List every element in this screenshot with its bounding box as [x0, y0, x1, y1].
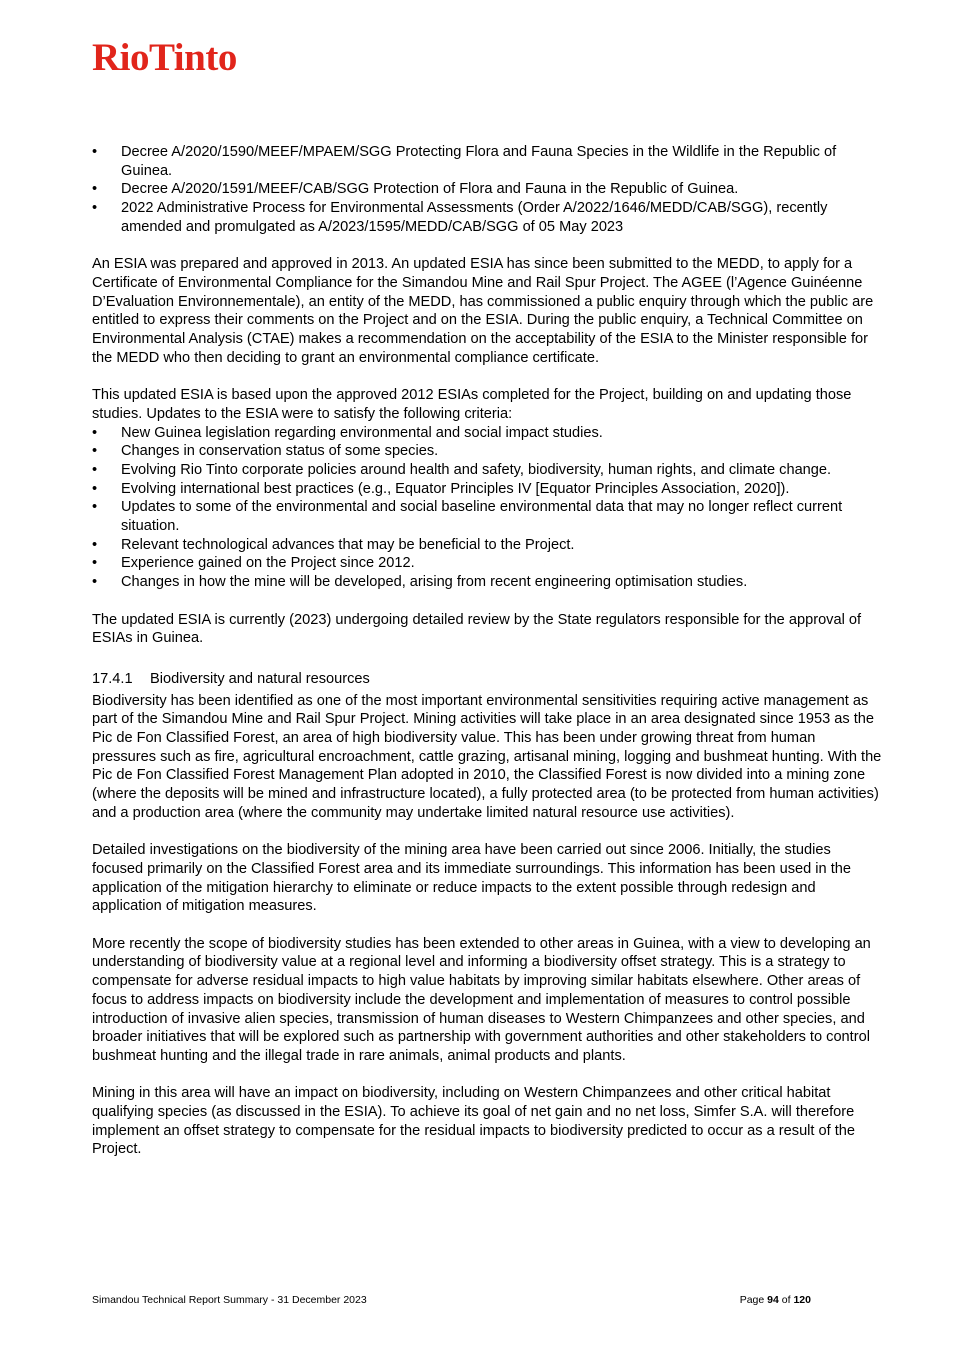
list-item: • Evolving Rio Tinto corporate policies around health and safety, biodiversity, human rights, and climate change.: [92, 461, 882, 480]
paragraph: An ESIA was prepared and approved in 2013. An updated ESIA has since been submitted to the MEDD, to apply for a Certificate of Environmental Compliance for the Simandou Mine and Rail Spur Project. The AGEE (l’Agence Guinéenne D’Evaluation Environnementale), an entity of the MEDD, has commissioned a public enquiry through which the public are entitled to express their comments on the Project and on the ESIA. During the public enquiry, a Technical Committee on Environmental Analysis (CTAE) makes a recommendation on the acceptability of the ESIA to the Minister responsible for the MEDD who then deciding to grant an environmental compliance certificate.: [92, 256, 874, 366]
list-item: • 2022 Administrative Process for Environmental Assessments (Order A/2022/1646/MEDD/CAB/SGG), recently amended and promulgated as A/2023/1595/MEDD/CAB/SGG of 05 May 2023: [92, 199, 882, 236]
list-item: • Updates to some of the environmental and social baseline environmental data that may no longer reflect current situation.: [92, 498, 882, 535]
criteria-list: [92, 424, 882, 592]
decree-list: [92, 143, 882, 237]
paragraph: Mining in this area will have an impact on biodiversity, including on Western Chimpanzees and other critical habitat qualifying species (as discussed in the ESIA). To achieve its goal of net gain and no net loss, Simfer S.A. will therefore implement an offset strategy to compensate for the residual impacts to biodiversity predicted to occur as a result of the Project.: [92, 1085, 856, 1158]
section-heading: [92, 670, 882, 689]
list-item: • Evolving international best practices (e.g., Equator Principles IV [Equator Principles Association, 2020]).: [92, 480, 882, 499]
page-indicator: [740, 1294, 811, 1306]
list-item: • Decree A/2020/1590/MEEF/MPAEM/SGG Protecting Flora and Fauna Species in the Wildlife in the Republic of Guinea.: [92, 143, 882, 180]
page-number: 94: [767, 1294, 779, 1306]
paragraph: The updated ESIA is currently (2023) undergoing detailed review by the State regulators responsible for the approval of ESIAs in Guinea.: [92, 611, 862, 647]
document-body: [92, 143, 882, 1159]
rio-tinto-logo: RioTinto: [92, 36, 237, 79]
page-total: 120: [793, 1294, 811, 1306]
paragraph: This updated ESIA is based upon the approved 2012 ESIAs completed for the Project, building on and updating those studies. Updates to the ESIA were to satisfy the following criteria:: [92, 387, 852, 422]
paragraph: Detailed investigations on the biodiversity of the mining area have been carried out since 2006. Initially, the studies focused primarily on the Classified Forest area and its immediate surroundings. This information has been used in the application of the mitigation hierarchy to eliminate or reduce impacts to the extent possible through redesign and application of mitigation measures.: [92, 842, 851, 915]
page-of: of: [781, 1294, 791, 1306]
list-item: • Relevant technological advances that may be beneficial to the Project.: [92, 536, 882, 555]
list-item: • Experience gained on the Project since 2012.: [92, 554, 882, 573]
page-prefix: Page: [739, 1294, 765, 1306]
paragraph: Biodiversity has been identified as one of the most important environmental sensitivities requiring active management as part of the Simandou Mine and Rail Spur Project. Mining activities will take place in an area designated since 1953 as the Pic de Fon Classified Forest, an area of high biodiversity value. This has been under growing threat from human pressures such as fire, agricultural encroachment, cattle grazing, artisanal mining, logging and bushmeat hunting. With the Pic de Fon Classified Forest Management Plan adopted in 2010, the Classified Forest is now divided into a mining zone (where the deposits will be mined and infrastructure located), a fully protected area (to be protected from human activities) and a production area (where the community may undertake limited natural resource use activities).: [92, 692, 882, 821]
list-item: • Decree A/2020/1591/MEEF/CAB/SGG Protection of Flora and Fauna in the Republic of Guinea.: [92, 180, 882, 199]
paragraph: More recently the scope of biodiversity studies has been extended to other areas in Guinea, with a view to developing an understanding of biodiversity value at a regional level and informing a biodiversity offset strategy. This is a strategy to compensate for adverse residual impacts to high value habitats by improving similar habitats elsewhere. Other areas of focus to address impacts on biodiversity include the development and implementation of measures to control possible introduction of invasive alien species, transmission of human diseases to Western Chimpanzees and other species, and broader initiatives that will be explored such as partnership with government authorities and other stakeholders to control bushmeat hunting and the illegal trade in rare animals, animal products and plants.: [92, 935, 871, 1064]
page-footer: [92, 1294, 811, 1306]
list-item: • Changes in conservation status of some species.: [92, 442, 882, 461]
section-number: 17.4.1: [92, 670, 133, 687]
list-item: • New Guinea legislation regarding environmental and social impact studies.: [92, 424, 882, 443]
section-title: Biodiversity and natural resources: [150, 670, 370, 687]
report-title: Simandou Technical Report Summary - 31 December 2023: [92, 1294, 367, 1306]
list-item: • Changes in how the mine will be developed, arising from recent engineering optimisation studies.: [92, 573, 882, 592]
